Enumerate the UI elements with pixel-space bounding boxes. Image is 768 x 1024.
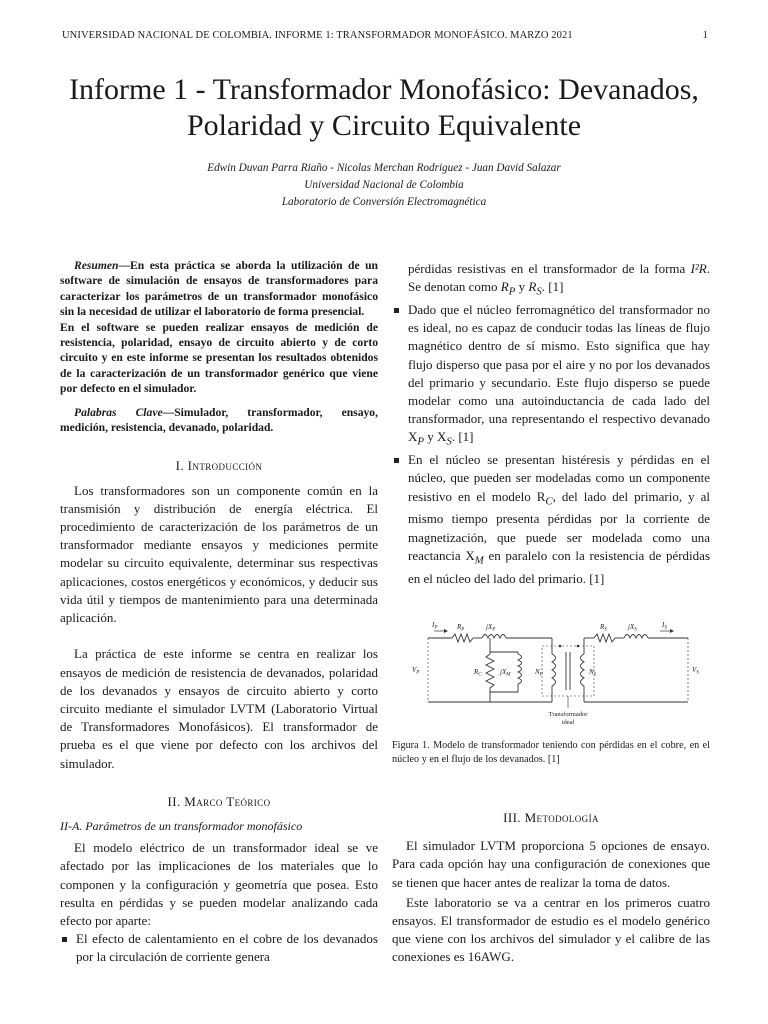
abstract: Resumen—En esta práctica se aborda la utilización de un software de simulación de ensayos de transformadores para caracterizar los parámetros de un transformador monofásico sin la necesidad de utilizar el laboratorio de forma presencial.	[60, 259, 378, 319]
abstract-paragraph-2: En el software se pueden realizar ensayos de medición de resistencia, polaridad, ensayo de circuito abierto y de corto circuito y en este informe se presentan los resultados obtenidos de la caracterización de un transformador genérico que viene por defecto en el simulador.	[60, 320, 378, 396]
label-vp: $V_P$	[412, 665, 420, 676]
keywords: Palabras Clave—Simulador, transformador, ensayo, medición, resistencia, devanado, polaridad.	[60, 405, 378, 435]
subsection-title: II-A. Parámetros de un transformador monofásico	[60, 818, 303, 833]
bullet-1-continuation: pérdidas resistivas en el transformador de la forma I²R. Se denotan como $R_P$ y $R_S$. [1]	[408, 261, 710, 298]
keywords-label: Palabras Clave	[74, 405, 163, 419]
right-column	[392, 260, 710, 967]
label-jxm: $jX_M$	[500, 667, 511, 678]
intro-paragraph-2: La práctica de este informe se centra en realizar los ensayos de medición de resistencia de devanados, polaridad de los devanados y ensayos de circuito abierto y corto circuito mediante el simulador LVTM (Laboratorio Virtual de Transformadores Monofásicos). El transformador de prueba es el que viene por defecto con los archivos del simulador.	[60, 646, 378, 771]
section-1-title: I. Introducción	[175, 458, 263, 474]
polarity-dot	[577, 645, 580, 648]
author-block	[40, 160, 728, 211]
abstract-label: Resumen	[74, 259, 119, 272]
page-number: 1	[702, 30, 708, 41]
label-vs: $V_S$	[692, 665, 699, 676]
intro-paragraph-1: Los transformadores son un componente común en la transmisión y distribución de energía eléctrica. El procedimiento de caracterización de los parámetros de un transformador mediante ensayos y mediciones permite modelar su circuito equivalente, determinar sus respectivas aplicaciones, costos energéticos y económicos, y deducir sus vida útil y tiempos de mantenimiento para una determinada aplicación.	[60, 482, 378, 626]
affiliation: Universidad Nacional de Colombia	[304, 179, 464, 191]
list-item: El efecto de calentamiento en el cobre de los devanados por la circulación de corriente genera	[60, 930, 378, 966]
label-rc: $R_C$	[474, 667, 482, 678]
bullet-list-left	[60, 930, 378, 966]
title-line-2: Polaridad y Circuito Equivalente	[186, 109, 582, 142]
label-is: $I_S$	[662, 620, 667, 631]
polarity-dot	[559, 645, 562, 648]
label-rs: $R_S$	[600, 622, 607, 633]
equivalent-circuit-diagram	[392, 610, 710, 730]
label-ip: $I_P$	[432, 620, 438, 631]
method-paragraph-2: Este laboratorio se va a centrar en los primeros cuatro ensayos. El transformador de estudio es el modelo genérico que viene con los archivos del simulador y el calibre de las conexiones es 16AWG.	[392, 894, 710, 965]
list-item: En el núcleo se presentan histéresis y pérdidas en el núcleo, que pueden ser modeladas como un componente resistivo en el modelo $R_C$, del lado del primario, y al mismo tiempo presenta pérdidas por la corriente de magnetización, que puede ser modelada como una reactancia $X_M$ en paralelo con la resistencia de pérdidas en el núcleo del lado del primario. [1]	[392, 451, 710, 588]
label-jxs: $jX_S$	[628, 622, 637, 633]
figure-1	[392, 610, 710, 767]
label-ns: $N_S$	[589, 667, 597, 678]
paper-title	[40, 72, 728, 144]
label-np: $N_P$	[535, 667, 543, 678]
bullet-list-right	[392, 301, 710, 588]
label-rp: $R_P$	[457, 622, 465, 633]
left-column	[60, 258, 378, 967]
label-jxp: $jX_P$	[486, 622, 496, 633]
title-line-1: Informe 1 - Transformador Monofásico: Devanados,	[69, 73, 699, 106]
section-2-title: II. Marco Teórico	[167, 793, 271, 809]
lab-name: Laboratorio de Conversión Electromagnética	[281, 196, 487, 208]
running-header	[62, 30, 708, 41]
method-paragraph-1: El simulador LVTM proporciona 5 opciones de ensayo. Para cada opción hay una configuración de conexiones que se tienen que hacer antes de realizar la toma de datos.	[392, 838, 710, 890]
running-title: UNIVERSIDAD NACIONAL DE COLOMBIA. INFORME 1: TRANSFORMADOR MONOFÁSICO. MARZO 2021	[62, 30, 573, 41]
section-3-title: III. Metodología	[503, 810, 599, 826]
list-item: Dado que el núcleo ferromagnético del transformador no es ideal, no es capaz de conducir todas las líneas de flujo magnético dentro de sí mismo. Esto significa que hay flujo disperso que pasa por el aire y no por los devanados del primario y secundario. Este flujo disperso se puede modelar como una autoinductancia de cada lado del transformador, una representando el respectivo devanado $X_P$ y $X_S$. [1]	[392, 301, 710, 451]
theory-paragraph-1: El modelo eléctrico de un transformador ideal se ve afectado por las implicaciones de los materiales que lo componen y la configuración y geometría que posea. Esto resulta en pérdidas y se pueden modelar analizando cada efecto por aparte:	[60, 840, 378, 928]
transformer-label-line1: Transformador	[548, 710, 588, 718]
figure-caption: Figura 1. Modelo de transformador teniendo con pérdidas en el cobre, en el núcleo y en el flujo de los devanados. [1]	[392, 740, 710, 766]
authors: Edwin Duvan Parra Riaño - Nicolas Merchan Rodriguez - Juan David Salazar	[207, 162, 561, 174]
transformer-label-line2: ideal	[561, 718, 575, 726]
